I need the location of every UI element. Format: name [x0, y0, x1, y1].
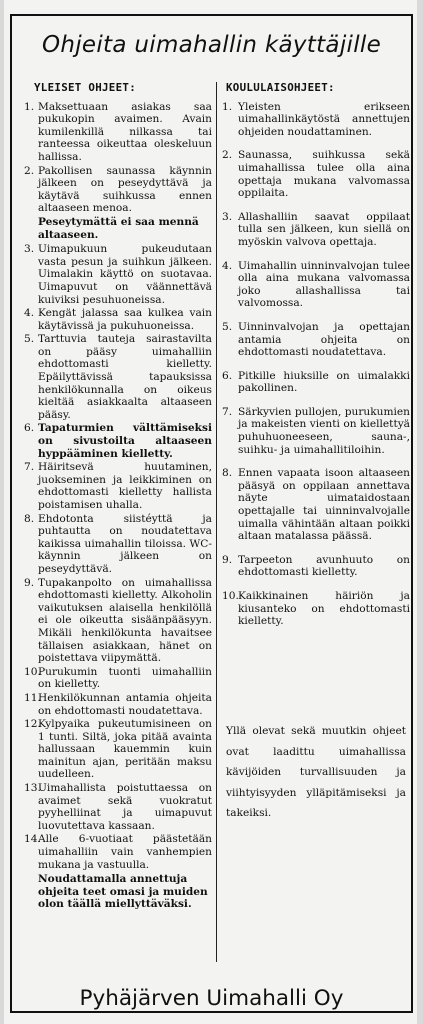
column-divider — [216, 82, 217, 962]
general-rule-item — [24, 101, 212, 164]
general-rule-item-text: Maksettuaan asiakas saa pukukopin avaimen. Avain kumilenkillä nilkassa tai ranteessa oikeuttaa oleskeluun hallissa. — [38, 100, 212, 163]
general-rule-item-text: Tupakanpolto on uimahallissa ehdottomasti kielletty. Alkoholin vaikutuksen alaisella henkilöllä ei ole oikeutta sisäänpääsyyn. Mikäli henkilökunta havaitsee tällaisen asiakkaan, hänet on poistettava viipymättä. — [38, 576, 212, 665]
general-rule-item-number: 5. — [24, 333, 35, 346]
footer-note: Yllä olevat sekä muutkin ohjeet ovat laadittu uimahallissa kävijöiden turvallisuuden ja viihtyisyyden ylläpitämiseksi ja takeiksi. — [226, 725, 406, 819]
general-rule-note: Peseytymättä ei saa mennä altaaseen. — [38, 215, 199, 241]
school-rule-item-number: 9. — [222, 553, 233, 566]
general-rule-item-number: 9. — [24, 576, 35, 589]
general-rule-item-number: 11. — [24, 691, 41, 704]
general-rules-list — [24, 101, 212, 872]
school-rule-item-number: 6. — [222, 369, 233, 382]
general-rule-item — [24, 666, 212, 691]
general-rule-item-number: 4. — [24, 307, 35, 320]
school-rules-column — [222, 82, 410, 639]
general-rule-item-text: Alle 6-vuotiaat päästetään uimahalliin vain vanhempien mukana ja vastuulla. — [38, 833, 212, 871]
general-rule-item-number: 10. — [24, 665, 41, 678]
notice-frame — [10, 14, 413, 1013]
general-rule-item-text: Purukumin tuonti uimahalliin on kielletty. — [38, 665, 212, 691]
general-rule-item — [24, 333, 212, 421]
general-rule-item — [24, 307, 212, 332]
general-rule-item-number: 2. — [24, 164, 35, 177]
school-rule-item — [222, 554, 410, 579]
general-rule-item — [24, 513, 212, 576]
general-rule-item — [24, 461, 212, 511]
general-closing-note: Noudattamalla annettuja ohjeita teet omasi ja muiden olon täällä miellyttäväksi. — [38, 873, 208, 911]
general-rule-item-text: Kengät jalassa saa kulkea vain käytävissä ja pukuhuoneissa. — [38, 307, 212, 332]
school-rule-item — [222, 101, 410, 139]
school-rule-item-text: Yleisten erikseen uimahallinkäytöstä annettujen ohjeiden noudattaminen. — [238, 100, 410, 138]
general-rule-item-text: Häiritsevä huutaminen, juokseminen ja leikkiminen on ehdottomasti kielletty hallista poistamisen uhalla. — [38, 461, 212, 511]
school-rule-item — [222, 260, 410, 310]
school-rule-item — [222, 590, 410, 628]
general-rule-item-text: Uimahallista poistuttaessa on avaimet sekä vuokratut pyyhelliinat ja uimapuvut luovutettava kassaan. — [38, 782, 212, 832]
general-rule-item-number: 8. — [24, 512, 35, 525]
general-rule-item — [24, 243, 212, 306]
general-rule-item — [24, 422, 212, 460]
general-rule-item-number: 3. — [24, 243, 35, 256]
school-rule-item-number: 2. — [222, 149, 233, 162]
general-rule-item — [24, 165, 212, 215]
school-rules-heading: KOULULAISOHJEET: — [226, 81, 335, 94]
general-rule-item-text: Tapaturmien välttämiseksi on sivustoilta altaaseen hyppääminen kielletty. — [38, 422, 212, 460]
school-rule-item-text: Tarpeeton avunhuuto on ehdottomasti kielletty. — [238, 553, 410, 579]
school-rule-item-number: 5. — [222, 320, 233, 333]
school-rule-item — [222, 467, 410, 543]
school-rule-item-text: Pitkille hiuksille on uimalakki pakollinen. — [238, 369, 410, 395]
school-rule-item-text: Ennen vapaata isoon altaaseen pääsyä on oppilaan annettava näyte uimataidostaan opettajalle tai uinninvalvojalle uimalla vähintään altaan poikki altaan matalassa päässä. — [238, 467, 410, 543]
general-rule-item — [24, 718, 212, 781]
general-rule-item-text: Tarttuvia tauteja sairastavilta on pääsy uimahalliin ehdottomasti kielletty. Epäilyttävissä tapauksissa henkilökunnalla on oikeus kieltää asiakkaalta altaaseen pääsy. — [38, 333, 212, 421]
general-rule-item — [24, 782, 212, 832]
general-rule-item-text: Pakollisen saunassa käynnin jälkeen on peseydyttävä ja käytävä suihkussa ennen altaaseen menoa. — [38, 164, 212, 215]
general-rule-item-number: 12. — [24, 718, 41, 731]
general-rule-item-text: Kylpyaika pukeutumisineen on 1 tunti. Siltä, joka pitää avainta hallussaan kauemmin kuin mainitun ajan, peritään maksu uudelleen. — [38, 718, 212, 781]
school-rule-item-text: Uimahallin uinninvalvojan tulee olla aina mukana valvomassa joko allashallissa tai valvomossa. — [238, 259, 410, 310]
school-rule-item-text: Allashalliin saavat oppilaat tulla sen jälkeen, kun siellä on myöskin valvova opettaja. — [238, 210, 410, 248]
newspaper-clipping — [4, 0, 417, 1024]
general-rule-item — [24, 833, 212, 871]
school-rule-item-number: 8. — [222, 467, 233, 480]
general-rule-item — [24, 577, 212, 665]
general-rule-item-text: Henkilökunnan antamia ohjeita on ehdottomasti noudatettava. — [38, 691, 212, 717]
notice-title: Ohjeita uimahallin käyttäjille — [41, 32, 382, 58]
signature: Pyhäjärven Uimahalli Oy — [79, 986, 344, 1011]
general-rules-column — [24, 82, 212, 911]
school-rule-item-number: 3. — [222, 210, 233, 223]
school-rule-item-number: 4. — [222, 259, 233, 272]
general-rule-item-text: Uimapukuun pukeudutaan vasta pesun ja suihkun jälkeen. Uimalakin käyttö on suotavaa. Uimapuvut on väännettävä kuiviksi pesuhuoneissa. — [38, 243, 212, 306]
school-rule-item — [222, 149, 410, 199]
school-rule-item-text: Särkyvien pullojen, purukumien ja makeisten vienti on kiellettyä puhuhuoneeseen, sauna-, suihku- ja uimahallitiloihin. — [238, 405, 411, 456]
school-rule-item — [222, 370, 410, 395]
general-rules-heading: YLEISET OHJEET: — [34, 81, 137, 94]
general-rule-item-number: 13. — [24, 782, 41, 795]
school-rule-item — [222, 406, 410, 456]
school-rule-item-number: 1. — [222, 100, 233, 113]
general-rule-item-text: Ehdotonta siistéyttä ja puhtautta on noudatettava kaikissa uimahallin tiloissa. WC-käynnin jälkeen on peseydyttävä. — [38, 512, 212, 575]
school-rule-item-text: Saunassa, suihkussa sekä uimahallissa tulee olla aina opettaja mukana valvomassa oppilaita. — [238, 149, 410, 200]
general-rule-item-number: 14. — [24, 833, 41, 846]
general-rule-item-number: 6. — [24, 422, 35, 435]
school-rule-item-number: 10. — [222, 590, 239, 602]
general-rule-item-number: 7. — [24, 461, 35, 474]
school-rule-item — [222, 321, 410, 359]
school-rule-item-text: Uinninvalvojan ja opettajan antamia ohjeita on ehdottomasti noudatettava. — [238, 320, 410, 359]
school-rule-item-text: Kaikkinainen häiriön ja kiusanteko on ehdottomasti kielletty. — [238, 590, 410, 628]
school-rules-list — [222, 101, 410, 628]
general-rule-item-number: 1. — [24, 100, 35, 113]
general-rule-item — [24, 692, 212, 717]
school-rule-item — [222, 211, 410, 249]
school-rule-item-number: 7. — [222, 405, 233, 418]
